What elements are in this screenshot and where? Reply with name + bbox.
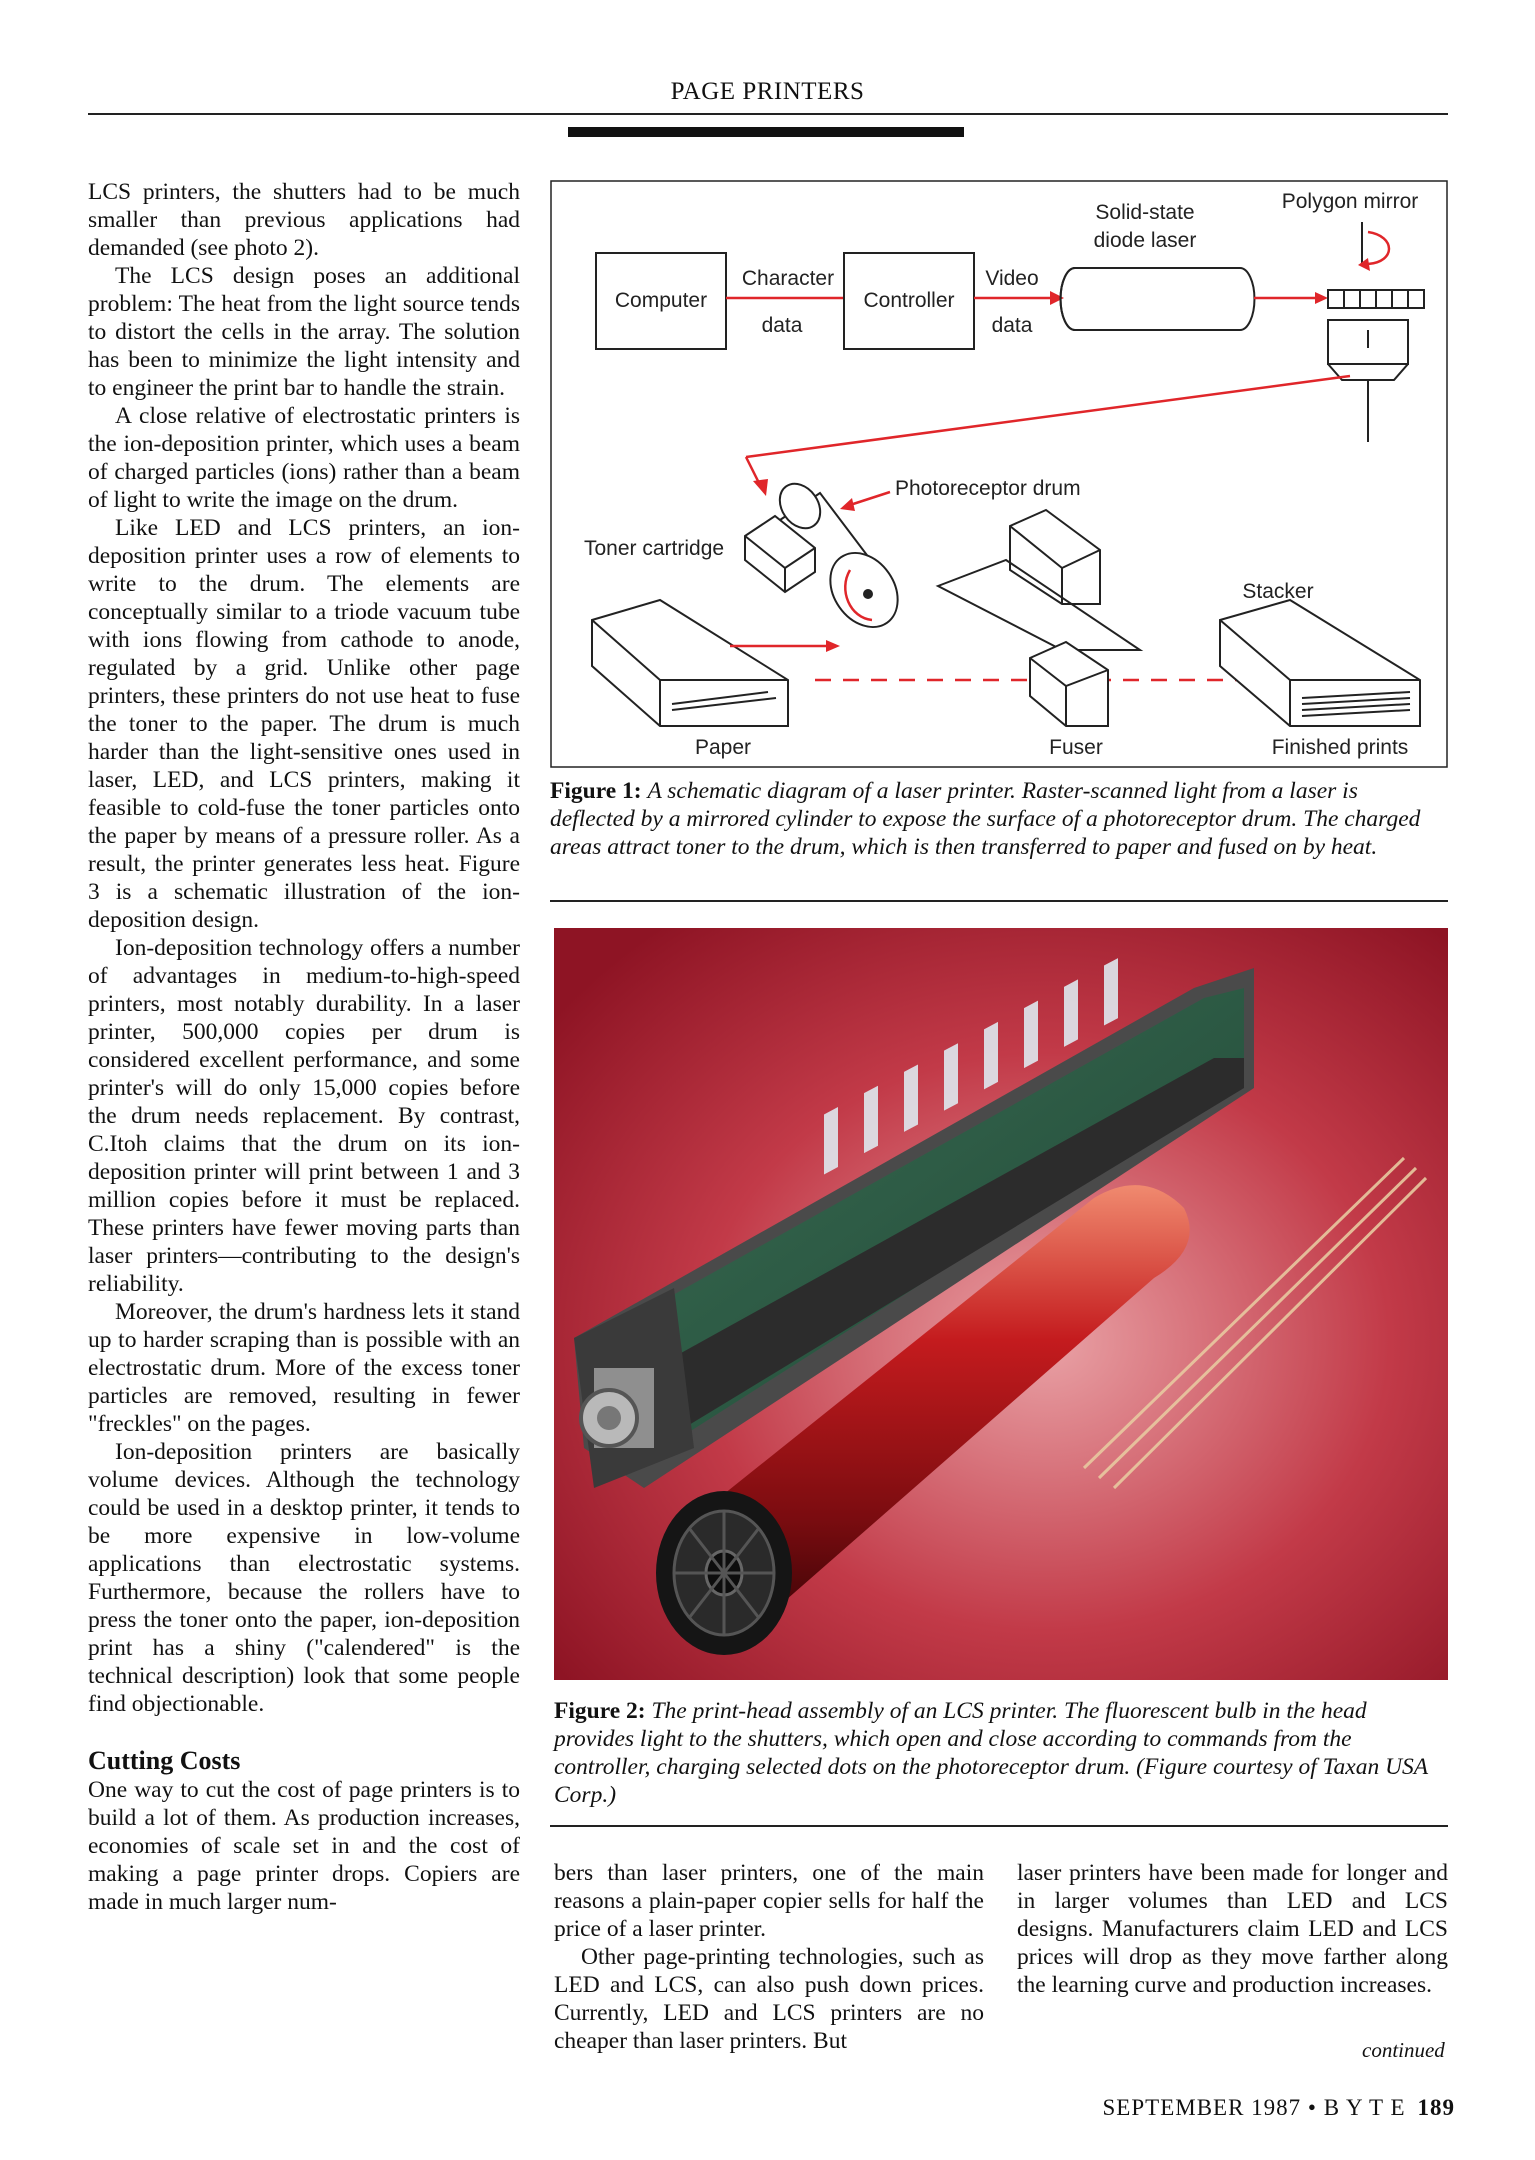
laser-label-2: diode laser [1093,229,1197,252]
drum-label: Photoreceptor drum [895,477,1081,500]
video-data-label: data [991,314,1033,337]
figure2-rule [550,1825,1448,1827]
left-column [88,178,520,1916]
left-para-7: Ion-deposition printers are basically volume devices. Although the technology could be used in a desktop printer, it tends to be more expensive in low-volume applications than electrostatic systems. Furthermore, because the rollers have to press the toner onto the paper, ion-deposition print has a shiny ("calendered" is the technical description) look that some people find objectionable. [88,1439,520,1717]
left-para-4: Like LED and LCS printers, an ion-deposition printer uses a row of elements to write to the drum. The elements are conceptually similar to a triode vacuum tube with ions flowing from cathode to anode, regulated by a grid. Unlike other page printers, these printers do not use heat to fuse the toner to the paper. The drum is much harder than the light-sensitive ones used in laser, LED, and LCS printers, making it feasible to cold-fuse the toner particles onto the paper by means of a pressure roller. As a result, the printer generates less heat. Figure 3 is a schematic illustration of the ion-deposition design. [88,515,520,933]
polygon-mirror-label: Polygon mirror [1281,190,1419,213]
stacker [1220,600,1420,726]
figure2-caption-label: Figure 2: [554,1698,646,1724]
left-para-1: LCS printers, the shutters had to be much smaller than previous applications had demanded (see photo 2). [88,179,520,261]
page-number: 189 [1417,2095,1455,2120]
figure2-caption-text: The print-head assembly of an LCS printer. The fluorescent bulb in the head provides light to the shutters, which open and close according to commands from the controller, charging selected dots on the photoreceptor drum. (Figure courtesy of Taxan USA Corp.) [554,1698,1428,1808]
left-para-6: Moreover, the drum's hardness lets it stand up to harder scraping than is possible with an electrostatic drum. More of the excess toner particles are removed, resulting in fewer "freckles" on the pages. [88,1299,520,1437]
figure1-rule [550,900,1448,902]
footer-issue: SEPTEMBER 1987 • B Y T E [1102,2095,1406,2120]
running-header: PAGE PRINTERS [670,78,865,105]
figure1-caption-label: Figure 1: [550,778,642,804]
computer-label: Computer [614,289,708,312]
continued-note: continued [1362,2038,1445,2062]
left-para-5: Ion-deposition technology offers a number of advantages in medium-to-high-speed printers, most notably durability. In a laser printer, 500,000 copies per drum is considered excellent performance, and some printer's will do only 15,000 copies before the drum needs replacement. By contrast, C.Itoh claims that the drum on its ion-deposition printer will print between 1 and 3 million copies before it must be replaced. These printers have fewer moving parts than laser printers—contributing to the design's reliability. [88,935,520,1297]
laser-label-1: Solid-state [1095,201,1195,224]
character-data-label: data [761,314,803,337]
figure2-caption [554,1697,1434,1809]
figure1-caption [550,777,1430,861]
section-heading: Cutting Costs [88,1746,241,1775]
page-footer [1103,2095,1455,2121]
video-label: Video [985,267,1039,290]
stacker-label: Stacker [1242,580,1314,603]
figure1-diagram [550,180,1450,770]
left-para-2: The LCS design poses an additional problem: The heat from the light source tends to distort the cells in the array. The solution has been to minimize the light intensity and to engineer the print bar to handle the strain. [88,263,520,401]
finished-prints-label: Finished prints [1271,736,1409,759]
paper-label: Paper [694,736,752,759]
toner-cartridge-label: Toner cartridge [584,537,725,560]
left-para-3: A close relative of electrostatic printers is the ion-deposition printer, which uses a beam of charged particles (ions) rather than a beam of light to write the image on the drum. [88,403,520,513]
header-bar [568,127,964,137]
header-rule [88,113,1448,115]
mid-para-1: bers than laser printers, one of the main reasons a plain-paper copier sells for half the price of a laser printer. [554,1860,984,1942]
character-label: Character [741,267,835,290]
middle-column [554,1859,984,2055]
figure1-caption-text: A schematic diagram of a laser printer. Raster-scanned light from a laser is deflected by a mirrored cylinder to expose the surface of a photoreceptor drum. The charged areas attract toner to the drum, which is then transferred to paper and fused on by heat. [550,778,1421,860]
controller-label: Controller [863,289,955,312]
laser-cylinder [1061,268,1255,330]
mid-para-2: Other page-printing technologies, such as LED and LCS, can also push down prices. Currently, LED and LCS printers are no cheaper than laser printers. But [554,1944,984,2054]
right-para-1: laser printers have been made for longer and in larger volumes than LED and LCS designs. Manufacturers claim LED and LCS prices will drop as they move farther along the learning curve and production increases. [1017,1860,1448,1998]
left-para-8: One way to cut the cost of page printers is to build a lot of them. As production increases, economies of scale set in and the cost of making a page printer drops. Copiers are made in much larger num- [88,1777,520,1915]
fuser-label: Fuser [1049,736,1103,759]
right-column [1017,1859,1448,1999]
figure2-photo [554,928,1448,1680]
